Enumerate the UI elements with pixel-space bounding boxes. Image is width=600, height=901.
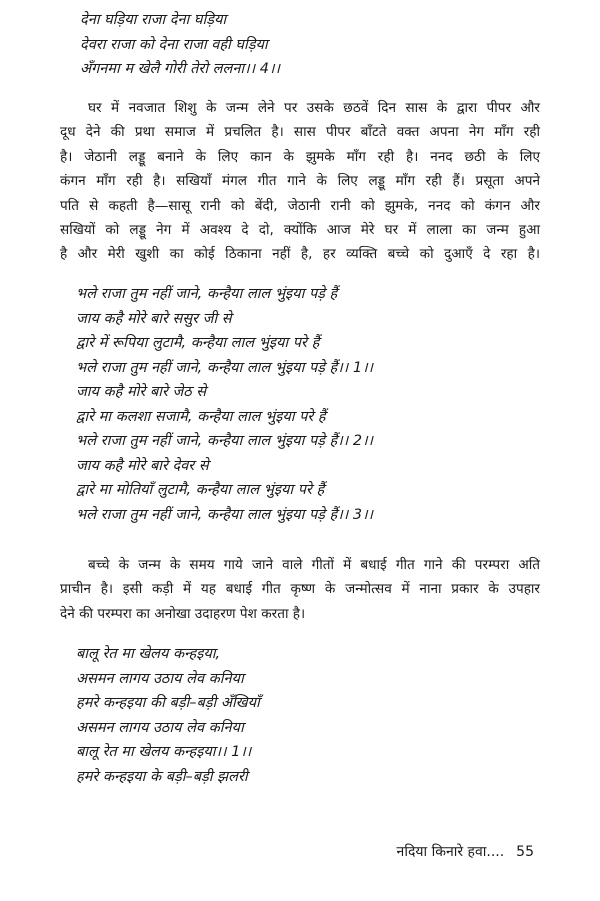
verse-line: हमरे कन्हइया के बड़ी–बड़ी झलरी: [76, 768, 248, 785]
page-footer: [397, 842, 534, 861]
verse-line: बालू रेत मा खेलय कन्हइया।। 1।।: [76, 744, 252, 760]
paragraph-line: सखियों को लड्डू नेग में अवश्य दे दो, क्योंकि आज मेरे घर में लाला का जन्म हुआ: [60, 222, 540, 239]
verse-line: द्वारे में रूपिया लुटामै, कन्हैया लाल भुंइया परे हैं: [76, 335, 320, 351]
verse-line: द्वारे मा कलशा सजामै, कन्हैया लाल भुंइया परे हैं: [76, 408, 326, 425]
verse-block-3: [76, 642, 260, 789]
page-number: 55: [516, 844, 534, 860]
verse-line: भले राजा तुम नहीं जाने, कन्हैया लाल भुंइया पड़े हैं।। 1।।: [76, 359, 374, 376]
paragraph-line: कंगन माँग रही है। सखियाँ मंगल गीत गाने के लिए लड्डू माँग रही हैं। प्रसूता अपने: [60, 173, 540, 190]
verse-line: देना घड़िया राजा देना घड़िया: [80, 12, 227, 28]
paragraph-line: प्राचीन है। इसी कड़ी में यह बधाई गीत कृष्ण के जन्मोत्सव में नाना प्रकार के उपहार: [60, 581, 540, 598]
paragraph-2: [60, 553, 540, 626]
paragraph-line: पति से कहती है—सासू रानी को बेंदी, जेठानी रानी को झुमके, ननद को कंगन और: [60, 197, 540, 214]
running-title: नदिया किनारे हवा....: [396, 844, 505, 860]
verse-line: असमन लागय उठाय लेव कनिया: [76, 719, 244, 736]
paragraph-line: घर में नवजात शिशु के जन्म लेने पर उसके छठवें दिन सास के द्वारा पीपर और: [88, 100, 540, 116]
verse-line: अँगनमा म खेलै गोरी तेरो ललना।। 4।।: [80, 61, 280, 77]
verse-block-1: [80, 8, 280, 82]
verse-line: जाय कहै मोरे बारे देवर से: [76, 457, 209, 474]
verse-line: जाय कहै मोरे बारे ससुर जी से: [76, 310, 232, 327]
verse-line: हमरे कन्हइया की बड़ी–बड़ी अँखियाँ: [76, 695, 260, 711]
paragraph-line: दूध देने की प्रथा समाज में प्रचलित है। सास पीपर बाँटते वक्त अपना नेग माँग रही: [60, 124, 540, 141]
verse-line: भले राजा तुम नहीं जाने, कन्हैया लाल भुंइया पड़े हैं।। 2।।: [76, 433, 374, 449]
verse-line: देवरा राजा को देना राजा वही घड़िया: [80, 36, 268, 53]
verse-block-2: [76, 282, 373, 527]
verse-line: असमन लागय उठाय लेव कनिया: [76, 670, 244, 687]
paragraph-line: है और मेरी खुशी का कोई ठिकाना नहीं है, हर व्यक्ति बच्चे को दुआएँ दे रहा है।: [60, 246, 540, 263]
paragraph-1: [60, 96, 540, 267]
verse-line: भले राजा तुम नहीं जाने, कन्हैया लाल भुंइया पड़े हैं: [76, 286, 338, 302]
verse-line: जाय कहै मोरे बारे जेठ से: [76, 384, 207, 400]
verse-line: द्वारे मा मोतियाँ लुटामै, कन्हैया लाल भुंइया परे हैं: [76, 482, 325, 498]
paragraph-line: है। जेठानी लड्डू बनाने के लिए कान के झुमके माँग रही है। ननद छठी के लिए: [60, 148, 540, 165]
paragraph-line: देने की परम्परा का अनोखा उदाहरण पेश करता है।: [60, 605, 306, 622]
paragraph-line: बच्चे के जन्म के समय गाये जाने वाले गीतों में बधाई गीत गाने की परम्परा अति: [88, 557, 540, 573]
verse-line: बालू रेत मा खेलय कन्हइया,: [76, 646, 221, 662]
verse-line: भले राजा तुम नहीं जाने, कन्हैया लाल भुंइया पड़े हैं।। 3।।: [76, 506, 374, 523]
